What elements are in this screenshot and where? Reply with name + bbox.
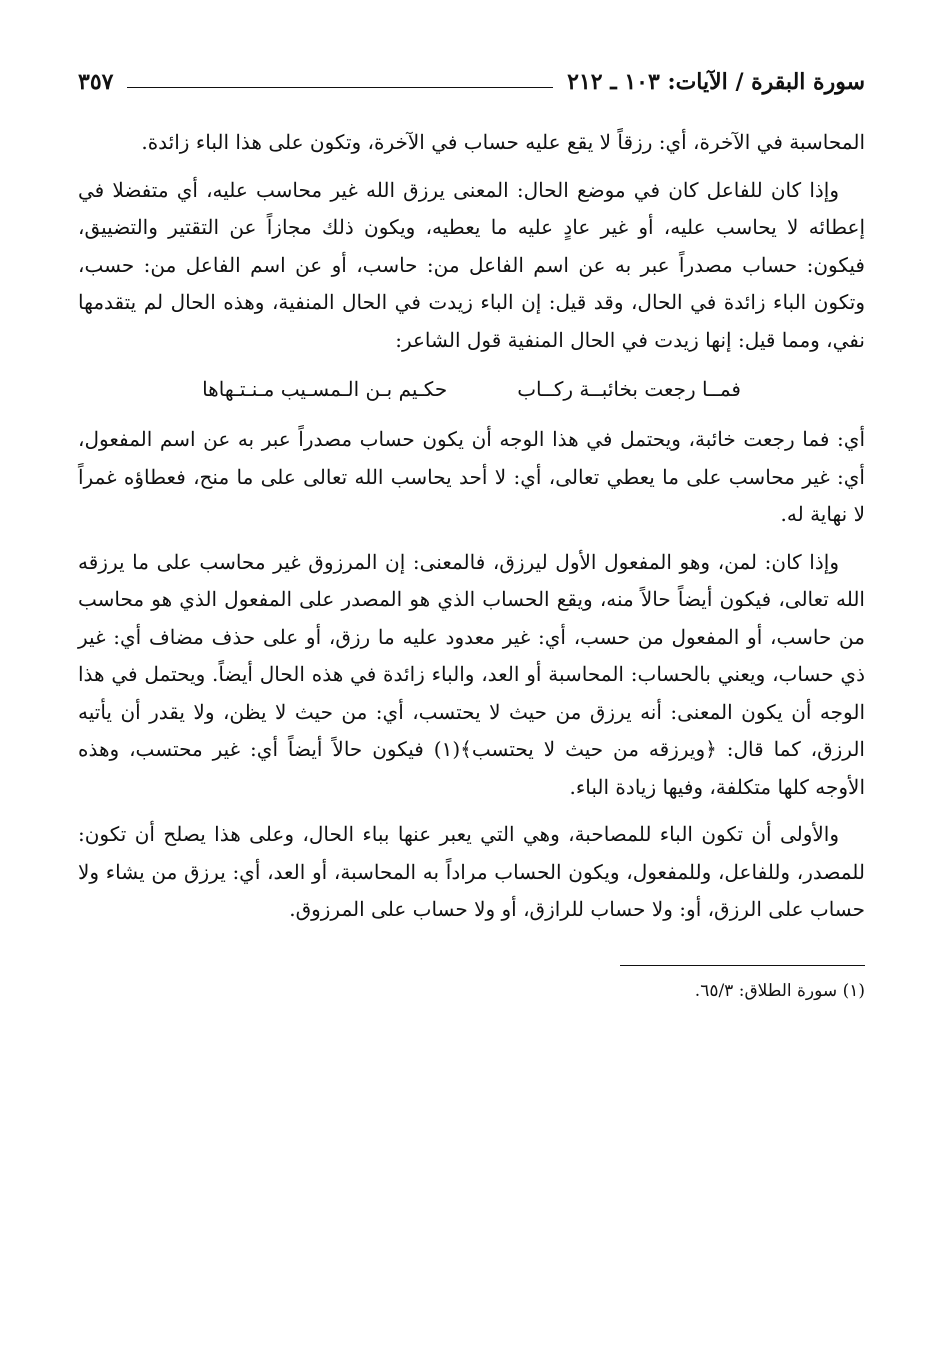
- paragraph: والأولى أن تكون الباء للمصاحبة، وهي التي يعبر عنها بباء الحال، وعلى هذا يصلح أن تكون: للمصدر، وللفاعل، وللمفعول، ويكون الحساب مراداً به المحاسبة، أو العد، أي: يرزق من يشاء ولا حساب على الرزق، أو: ولا حساب للرازق، أو ولا حساب على المرزوق.: [78, 822, 865, 921]
- paragraph: وإذا كان للفاعل كان في موضع الحال: المعنى يرزق الله غير محاسب عليه، أي متفضلا في إعطائه لا يحاسب عليه، أو غير عادٍ عليه ما يعطيه، ويكون ذلك مجازاً عن التقتير والتضييق، فيكون: حساب مصدراً عبر به عن اسم الفاعل من: حاسب، أو عن اسم الفاعل من: حسب، وتكون الباء زائدة في الحال، وقد قيل: إن الباء زيدت في الحال المنفية، وهذه الحال لم يتقدمها نفي، ومما قيل: إنها زيدت في الحال المنفية قول الشاعر:: [78, 177, 865, 352]
- page-body: [78, 124, 865, 1006]
- page-number: ٣٥٧: [78, 69, 114, 95]
- verse-first-hemistich: فمــا رجعت بخائبــة ركــاب: [517, 377, 741, 401]
- poetry-verse: [78, 369, 865, 409]
- book-page: [78, 62, 865, 1006]
- paragraph: وإذا كان: لمن، وهو المفعول الأول ليرزق، فالمعنى: إن المرزوق غير محاسب على ما يرزقه الله تعالى، فيكون أيضاً حالاً منه، ويقع الحساب الذي هو المصدر على المفعول الذي هو محاسب من حاسب، أو المفعول من حسب، أي: غير معدود عليه ما رزق، أو على حذف مضاف أي: غير ذي حساب، ويعني بالحساب: المحاسبة أو العد، والباء زائدة في هذه الحال أيضاً. ويحتمل في هذا الوجه أن يكون المعنى: أنه يرزق من حيث لا يحتسب، أي: من حيث لا يظن، ولا يقدر أن يأتيه الرزق، كما قال: ﴿ويرزقه من حيث لا يحتسب﴾(١) فيكون حالاً أيضاً أي: غير محتسب، وهذه الأوجه كلها متكلفة، وفيها زيادة الباء.: [78, 549, 865, 799]
- footnote-rule: [620, 965, 865, 966]
- footnote: (١) سورة الطلاق: ٦٥/٣.: [694, 980, 865, 1001]
- header-rule: [127, 87, 553, 88]
- surah-title: سورة البقرة / الآيات: ١٠٣ ـ ٢١٢: [567, 69, 865, 95]
- paragraph: المحاسبة في الآخرة، أي: رزقاً لا يقع عليه حساب في الآخرة، وتكون على هذا الباء زائدة.: [141, 130, 865, 154]
- running-header: [78, 62, 865, 102]
- verse-second-hemistich: حكـيم بـن الـمسـيب مـنـتـهاها: [202, 377, 448, 401]
- paragraph: أي: فما رجعت خائبة، ويحتمل في هذا الوجه أن يكون حساب مصدراً عبر به عن اسم المفعول، أي: غير محاسب على ما يعطي تعالى، أي: لا أحد يحاسب الله تعالى على ما منح، فعطاؤه غمراً لا نهاية له.: [78, 427, 865, 526]
